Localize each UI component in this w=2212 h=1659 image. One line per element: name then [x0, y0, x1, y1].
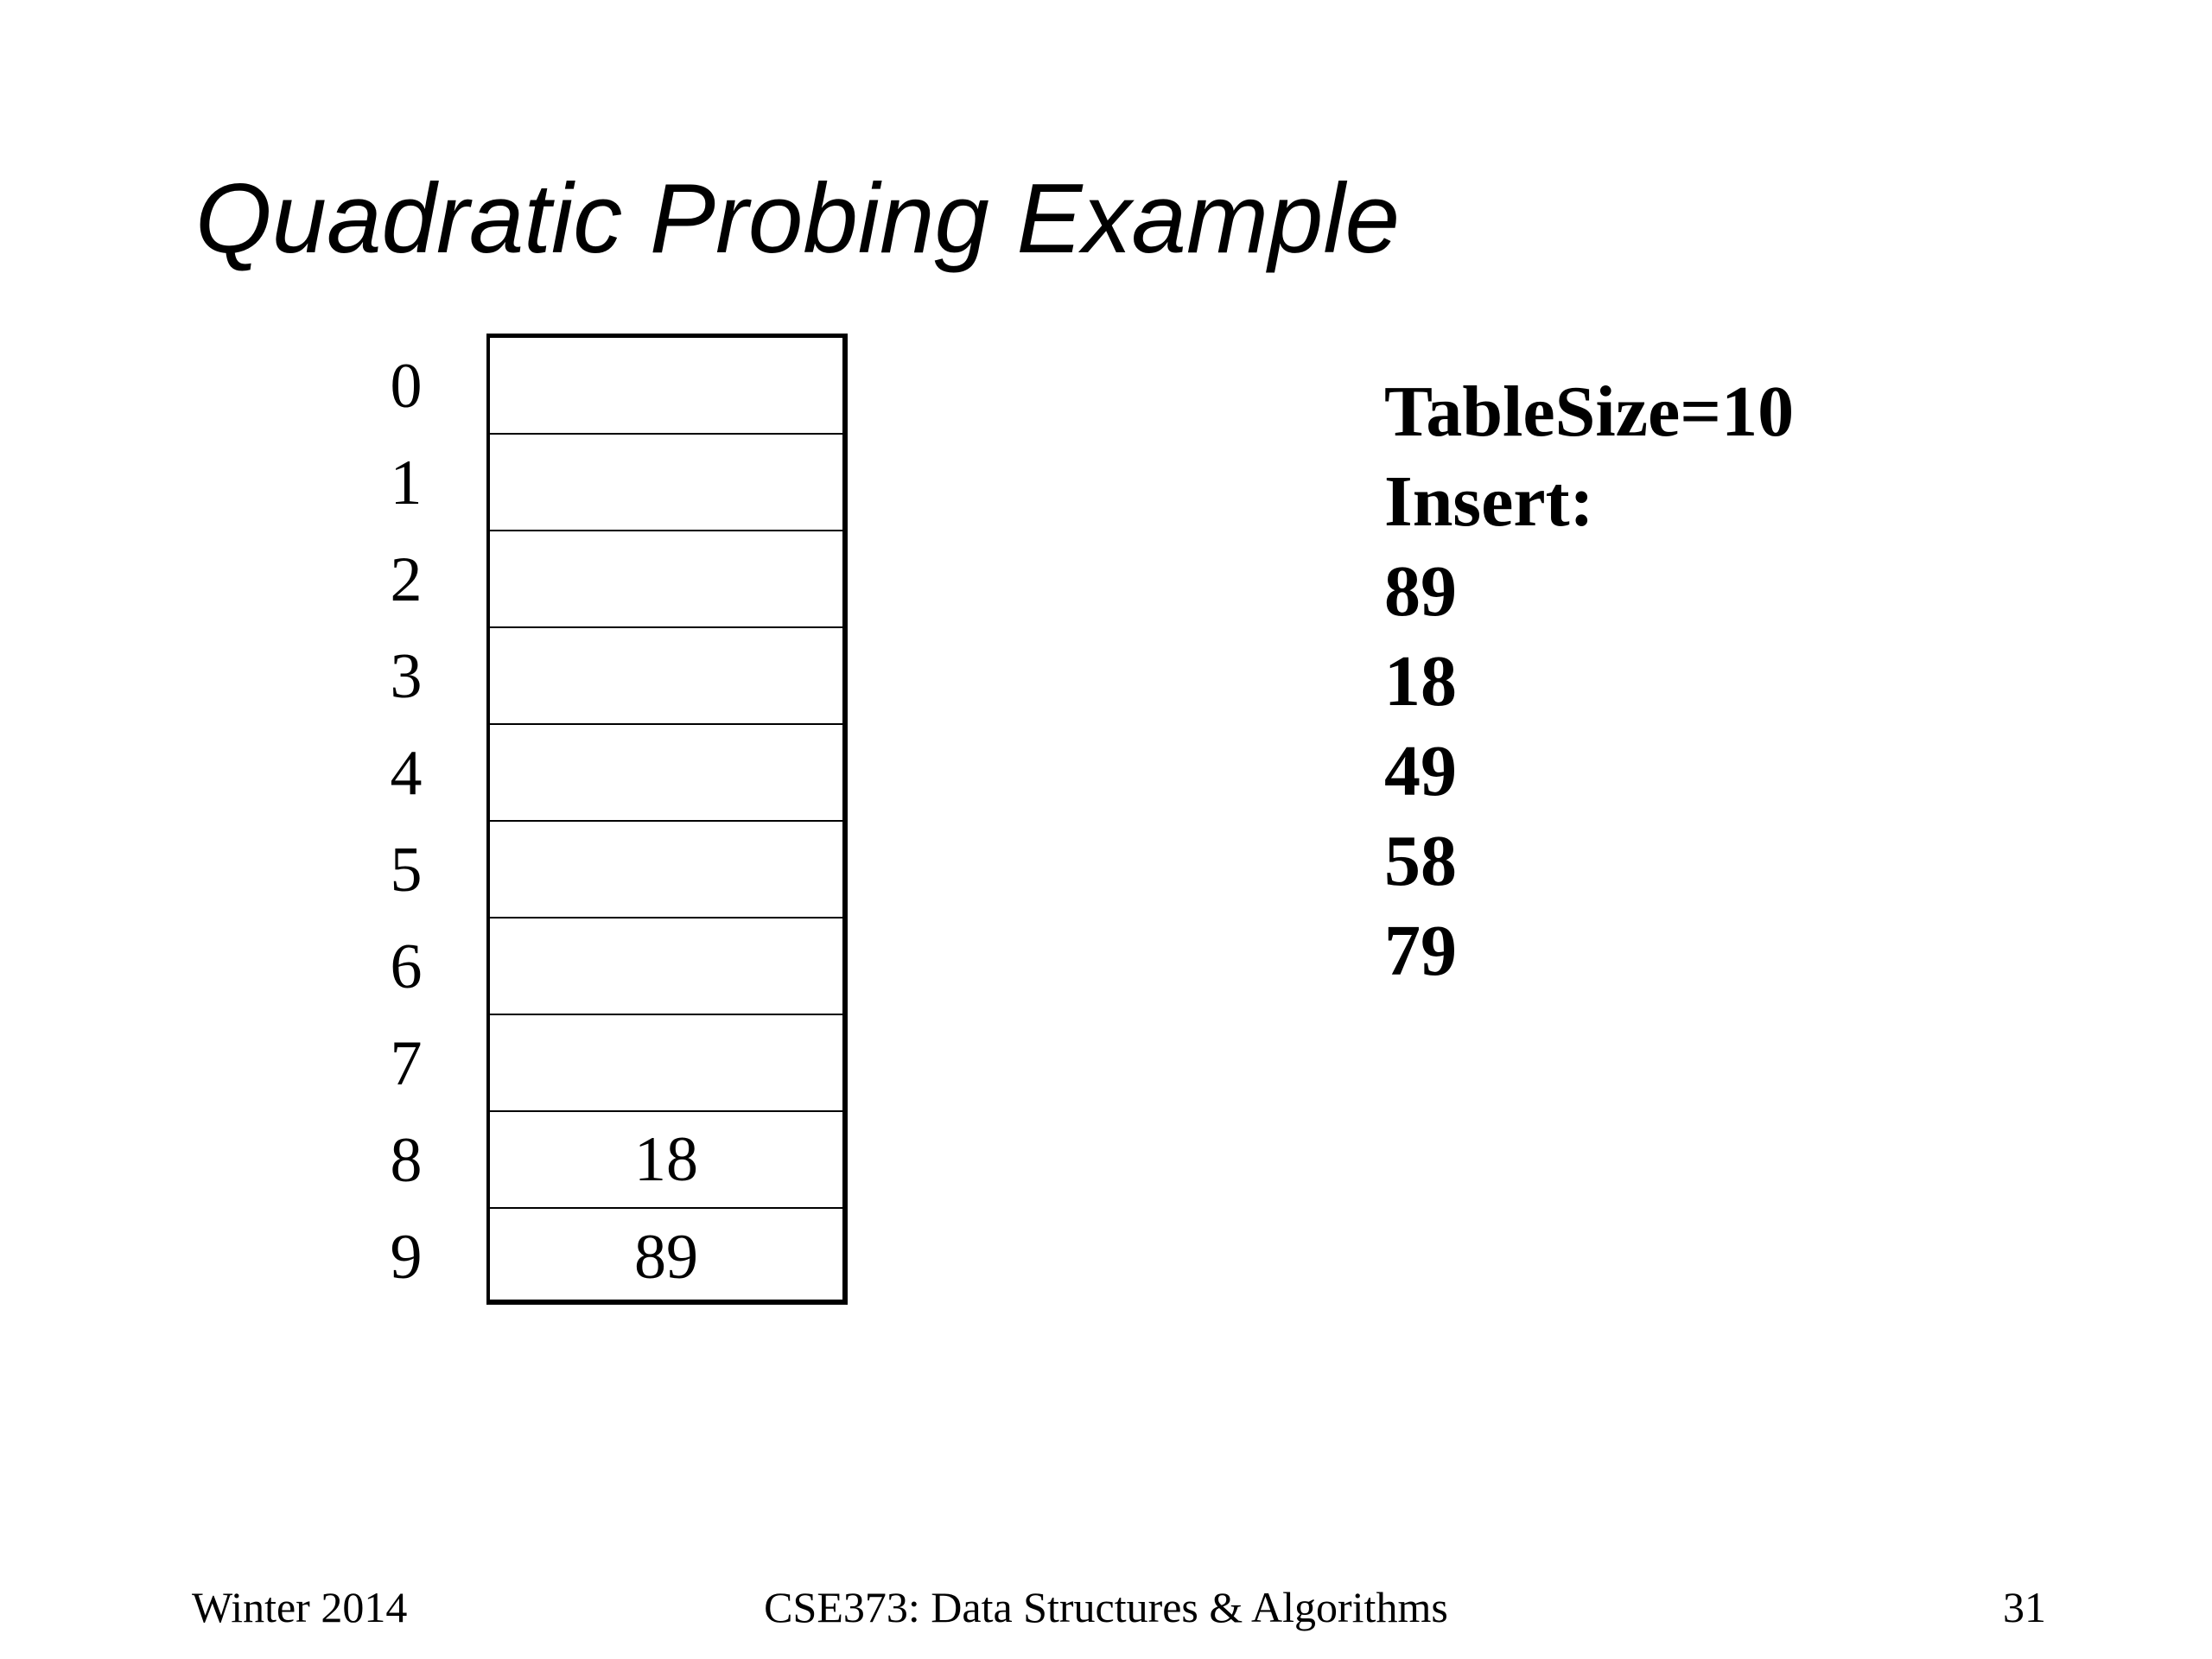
footer-page-number: 31 — [2003, 1583, 2046, 1631]
table-cell — [490, 1015, 842, 1112]
table-cell — [490, 628, 842, 725]
insert-value: 58 — [1384, 821, 1457, 901]
footer-course: CSE373: Data Structures & Algorithms — [764, 1583, 1448, 1631]
row-index-label: 8 — [390, 1124, 423, 1196]
row-index-label: 5 — [390, 834, 423, 906]
row-index-label: 6 — [390, 931, 423, 1002]
table-size-label: TableSize=10 — [1384, 372, 1795, 452]
insert-value: 18 — [1384, 641, 1457, 721]
table-cell — [490, 918, 842, 1015]
footer-date: Winter 2014 — [192, 1583, 408, 1631]
row-index-label: 3 — [390, 640, 423, 712]
info-panel — [1384, 367, 1794, 996]
row-index-label: 9 — [390, 1221, 423, 1293]
slide-title: Quadratic Probing Example — [195, 164, 1401, 274]
table-cell — [490, 531, 842, 628]
table-cell — [490, 435, 842, 531]
row-index-label: 7 — [390, 1027, 423, 1099]
row-index-label: 4 — [390, 737, 423, 809]
insert-value: 89 — [1384, 551, 1457, 632]
insert-values-list — [1384, 547, 1794, 996]
table-cell: 89 — [634, 1221, 698, 1293]
table-cell — [490, 338, 842, 435]
table-cell — [490, 822, 842, 918]
table-cell: 18 — [490, 1112, 842, 1209]
table-cell — [490, 725, 842, 822]
hash-table — [486, 334, 848, 1305]
insert-value: 79 — [1384, 911, 1457, 991]
row-index-label: 0 — [390, 350, 423, 422]
insert-value: 49 — [1384, 731, 1457, 811]
row-index-label: 2 — [390, 543, 423, 615]
row-index-label: 1 — [390, 447, 423, 518]
insert-label: Insert: — [1384, 461, 1594, 542]
